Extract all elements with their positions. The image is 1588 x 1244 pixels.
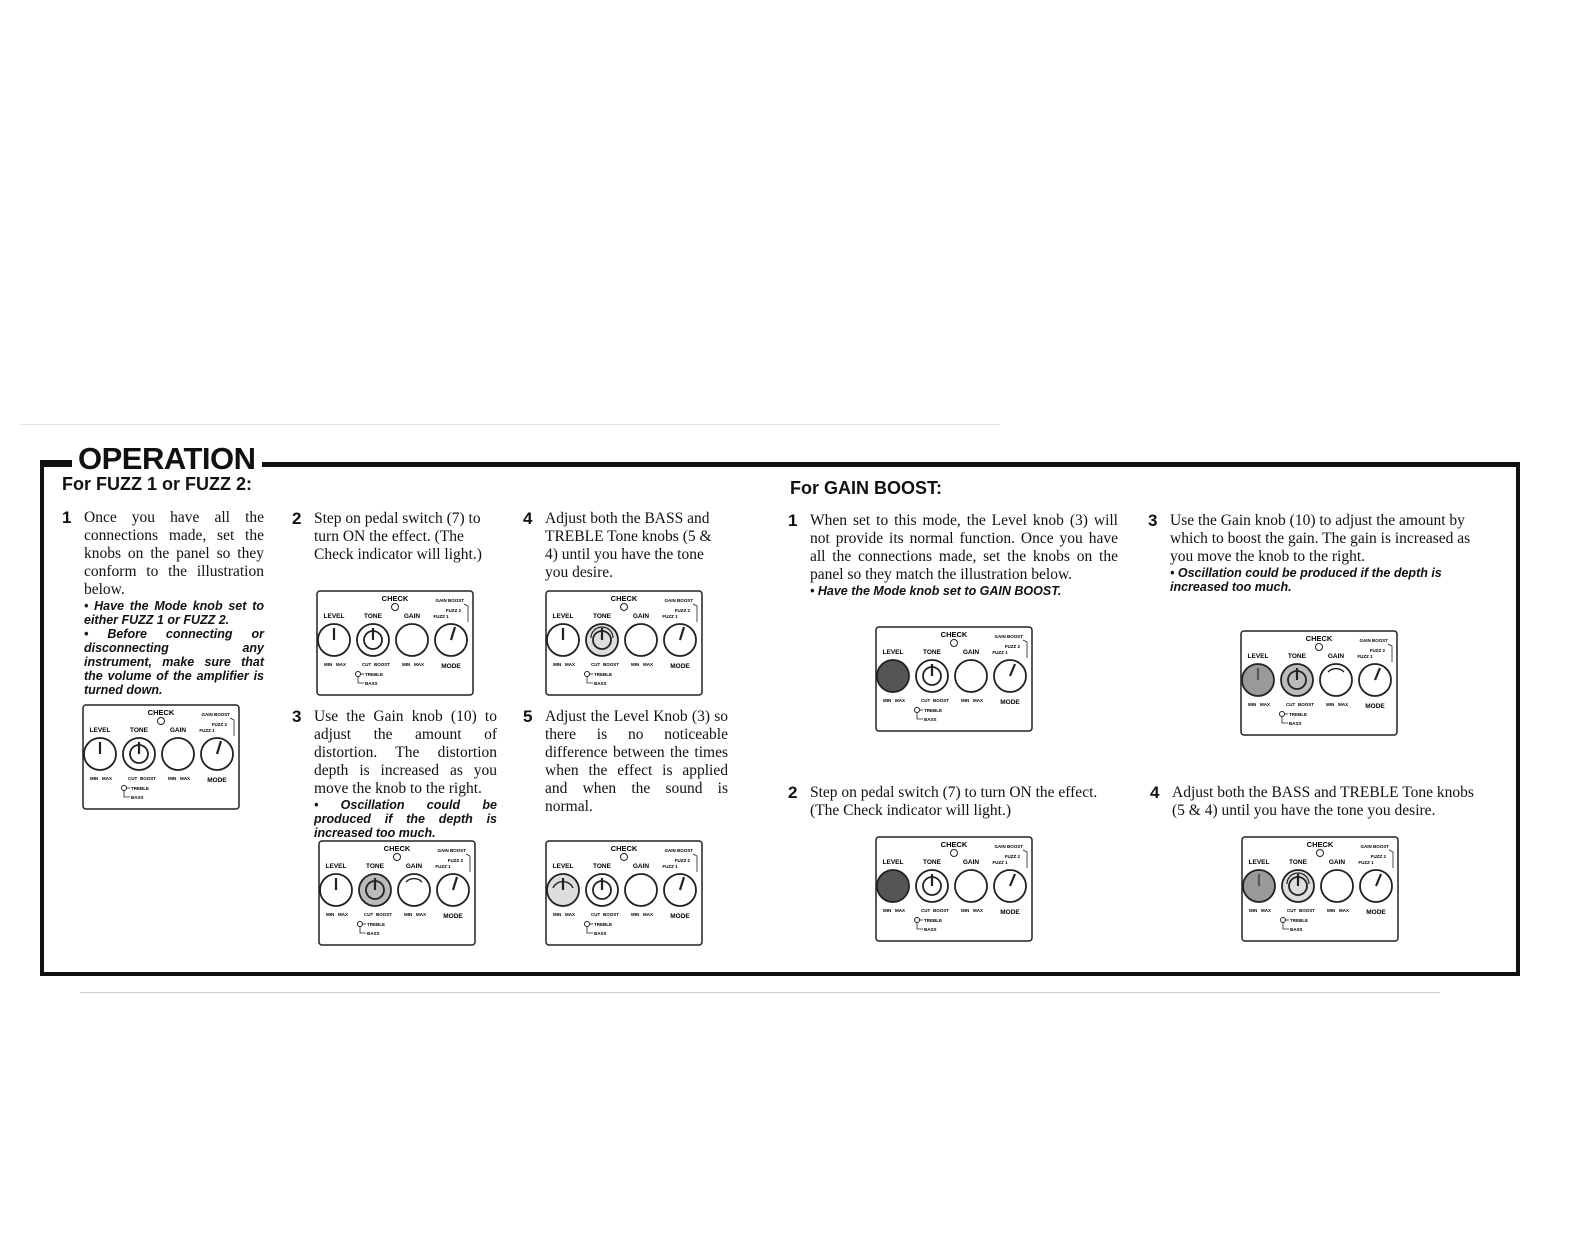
pedal-panel-svg bbox=[82, 704, 240, 810]
treble-label: TREBLE bbox=[367, 922, 385, 927]
tone-boost-label: BOOST bbox=[376, 912, 393, 917]
pedal-panel-svg bbox=[545, 590, 703, 696]
level-label: LEVEL bbox=[882, 859, 904, 866]
tone-select-switch bbox=[356, 672, 361, 677]
fuzz-step-5 bbox=[523, 707, 728, 816]
level-knob bbox=[547, 874, 579, 906]
bass-label: BASS bbox=[924, 927, 937, 932]
level-max-label: MAX bbox=[565, 662, 575, 667]
tone-cut-label: CUT bbox=[1286, 702, 1296, 707]
step-number: 5 bbox=[523, 707, 533, 726]
level-label: LEVEL bbox=[89, 727, 111, 734]
treble-label: TREBLE bbox=[594, 672, 612, 677]
gain-max-label: MAX bbox=[643, 662, 653, 667]
level-min-label: MIN bbox=[90, 776, 99, 781]
check-led bbox=[158, 718, 165, 725]
step-note: • Oscillation could be produced if the depth is increased too much. bbox=[314, 798, 497, 840]
tone-cut-label: CUT bbox=[591, 662, 601, 667]
level-max-label: MAX bbox=[1261, 908, 1271, 913]
tone-select-switch bbox=[122, 786, 127, 791]
gain-min-label: MIN bbox=[168, 776, 177, 781]
tone-cut-label: CUT bbox=[128, 776, 138, 781]
tone-cut-label: CUT bbox=[921, 698, 931, 703]
bass-label: BASS bbox=[924, 717, 937, 722]
gain-label: GAIN bbox=[1327, 653, 1345, 660]
gain-label: GAIN bbox=[632, 863, 650, 870]
panel-gain-2 bbox=[875, 836, 1033, 942]
panel-fuzz-3 bbox=[318, 840, 476, 946]
level-min-label: MIN bbox=[553, 912, 562, 917]
mode-label: MODE bbox=[207, 777, 227, 784]
fuzz1-label: FUZZ 1 bbox=[992, 650, 1008, 655]
panel-fuzz-4 bbox=[545, 590, 703, 696]
check-label: CHECK bbox=[383, 844, 411, 853]
tone-boost-label: BOOST bbox=[603, 912, 620, 917]
gain-label: GAIN bbox=[962, 859, 980, 866]
gain-step-1 bbox=[788, 511, 1118, 598]
treble-label: TREBLE bbox=[924, 708, 942, 713]
fuzz1-label: FUZZ 1 bbox=[433, 614, 449, 619]
tone-label: TONE bbox=[1288, 653, 1306, 660]
panel-gain-1 bbox=[875, 626, 1033, 732]
gain-section-title: For GAIN BOOST: bbox=[790, 478, 942, 498]
level-min-label: MIN bbox=[1249, 908, 1258, 913]
tone-select-switch bbox=[358, 922, 363, 927]
gain-label: GAIN bbox=[962, 649, 980, 656]
level-max-label: MAX bbox=[336, 662, 346, 667]
mode-knob bbox=[994, 870, 1026, 902]
gain-label: GAIN bbox=[403, 613, 421, 620]
tone-select-switch bbox=[1281, 918, 1286, 923]
pedal-panel-svg bbox=[316, 590, 474, 696]
gain-max-label: MAX bbox=[643, 912, 653, 917]
treble-label: TREBLE bbox=[365, 672, 383, 677]
tone-label: TONE bbox=[923, 649, 941, 656]
step-note: • Oscillation could be produced if the depth is increased too much. bbox=[1170, 566, 1442, 594]
level-max-label: MAX bbox=[102, 776, 112, 781]
step-note: • Have the Mode knob set to either FUZZ 1 or FUZZ 2. bbox=[84, 599, 264, 627]
check-led bbox=[621, 604, 628, 611]
level-min-label: MIN bbox=[553, 662, 562, 667]
tone-boost-label: BOOST bbox=[374, 662, 391, 667]
fuzz-step-4 bbox=[523, 509, 728, 582]
gain-knob bbox=[625, 624, 657, 656]
tone-cut-label: CUT bbox=[1287, 908, 1297, 913]
mode-knob bbox=[1359, 664, 1391, 696]
tone-label: TONE bbox=[1289, 859, 1307, 866]
gain-label: GAIN bbox=[169, 727, 187, 734]
pedal-panel-svg bbox=[318, 840, 476, 946]
check-led bbox=[951, 640, 958, 647]
fuzz2-label: FUZZ 2 bbox=[447, 858, 463, 863]
level-max-label: MAX bbox=[1260, 702, 1270, 707]
tone-select-switch bbox=[585, 672, 590, 677]
gain-min-label: MIN bbox=[1326, 702, 1335, 707]
step-number: 2 bbox=[788, 783, 798, 802]
mode-label: MODE bbox=[441, 663, 461, 670]
fuzz2-label: FUZZ 2 bbox=[1370, 854, 1386, 859]
bass-label: BASS bbox=[594, 931, 607, 936]
check-label: CHECK bbox=[1305, 634, 1333, 643]
fuzz2-label: FUZZ 2 bbox=[1369, 648, 1385, 653]
fuzz2-label: FUZZ 2 bbox=[674, 858, 690, 863]
tone-knob bbox=[123, 738, 155, 770]
panel-fuzz-2 bbox=[316, 590, 474, 696]
check-led bbox=[1317, 850, 1324, 857]
fuzz2-label: FUZZ 2 bbox=[1004, 644, 1020, 649]
gain-boost-label: GAIN BOOST bbox=[664, 848, 693, 853]
gain-max-label: MAX bbox=[416, 912, 426, 917]
fuzz-step-2 bbox=[292, 509, 497, 564]
tone-cut-label: CUT bbox=[591, 912, 601, 917]
tone-knob bbox=[916, 660, 948, 692]
bass-label: BASS bbox=[1289, 721, 1302, 726]
tone-label: TONE bbox=[366, 863, 384, 870]
mode-label: MODE bbox=[1000, 909, 1020, 916]
fuzz1-label: FUZZ 1 bbox=[662, 864, 678, 869]
panel-fuzz-5 bbox=[545, 840, 703, 946]
tone-label: TONE bbox=[364, 613, 382, 620]
mode-label: MODE bbox=[670, 913, 690, 920]
fuzz2-label: FUZZ 2 bbox=[674, 608, 690, 613]
bass-label: BASS bbox=[367, 931, 380, 936]
tone-boost-label: BOOST bbox=[140, 776, 157, 781]
fuzz1-label: FUZZ 1 bbox=[435, 864, 451, 869]
level-label: LEVEL bbox=[323, 613, 345, 620]
step-number: 4 bbox=[1150, 783, 1160, 802]
mode-knob bbox=[664, 624, 696, 656]
tone-label: TONE bbox=[923, 859, 941, 866]
level-min-label: MIN bbox=[883, 698, 892, 703]
level-max-label: MAX bbox=[895, 908, 905, 913]
gain-min-label: MIN bbox=[1327, 908, 1336, 913]
step-text: Step on pedal switch (7) to turn ON the effect. (The Check indicator will light.) bbox=[810, 784, 1098, 819]
bass-label: BASS bbox=[365, 681, 378, 686]
mode-knob bbox=[201, 738, 233, 770]
gain-max-label: MAX bbox=[180, 776, 190, 781]
step-text: Adjust the Level Knob (3) so there is no noticeable difference between the times when the effect is applied and when the sound is normal. bbox=[545, 708, 728, 815]
gain-max-label: MAX bbox=[1338, 702, 1348, 707]
gain-boost-label: GAIN BOOST bbox=[664, 598, 693, 603]
pedal-panel-svg bbox=[875, 626, 1033, 732]
fuzz1-label: FUZZ 1 bbox=[1358, 860, 1374, 865]
check-label: CHECK bbox=[147, 708, 175, 717]
treble-label: TREBLE bbox=[131, 786, 149, 791]
tone-knob bbox=[586, 874, 618, 906]
mode-knob bbox=[437, 874, 469, 906]
fuzz1-label: FUZZ 1 bbox=[662, 614, 678, 619]
tone-select-switch bbox=[915, 708, 920, 713]
tone-boost-label: BOOST bbox=[1299, 908, 1316, 913]
gain-max-label: MAX bbox=[1339, 908, 1349, 913]
bass-label: BASS bbox=[594, 681, 607, 686]
mode-label: MODE bbox=[1365, 703, 1385, 710]
level-label: LEVEL bbox=[552, 863, 574, 870]
step-text: Step on pedal switch (7) to turn ON the effect. (The Check indicator will light.) bbox=[314, 510, 482, 563]
treble-label: TREBLE bbox=[1289, 712, 1307, 717]
tone-boost-label: BOOST bbox=[933, 698, 950, 703]
tone-select-switch bbox=[1280, 712, 1285, 717]
check-label: CHECK bbox=[381, 594, 409, 603]
fuzz1-label: FUZZ 1 bbox=[992, 860, 1008, 865]
gain-boost-label: GAIN BOOST bbox=[1360, 844, 1389, 849]
gain-min-label: MIN bbox=[631, 662, 640, 667]
step-number: 3 bbox=[1148, 511, 1158, 530]
gain-step-3 bbox=[1148, 511, 1480, 594]
step-text: When set to this mode, the Level knob (3) will not provide its normal function. Once you have all the connections made, set the knobs on the panel so they match the illustration below. bbox=[810, 512, 1118, 583]
gain-boost-label: GAIN BOOST bbox=[437, 848, 466, 853]
check-led bbox=[392, 604, 399, 611]
mode-knob bbox=[664, 874, 696, 906]
gain-boost-label: GAIN BOOST bbox=[994, 634, 1023, 639]
fuzz-step-1 bbox=[62, 508, 264, 697]
check-label: CHECK bbox=[1306, 840, 1334, 849]
tone-select-switch bbox=[585, 922, 590, 927]
mode-label: MODE bbox=[670, 663, 690, 670]
gain-label: GAIN bbox=[1328, 859, 1346, 866]
check-led bbox=[1316, 644, 1323, 651]
level-knob bbox=[1243, 870, 1275, 902]
check-led bbox=[951, 850, 958, 857]
gain-knob bbox=[955, 660, 987, 692]
tone-label: TONE bbox=[593, 863, 611, 870]
tone-knob bbox=[1282, 870, 1314, 902]
step-number: 4 bbox=[523, 509, 533, 528]
mode-knob bbox=[435, 624, 467, 656]
scan-artifact bbox=[80, 992, 1440, 993]
tone-boost-label: BOOST bbox=[1298, 702, 1315, 707]
step-text: Adjust both the BASS and TREBLE Tone knobs (5 & 4) until you have the tone you desire. bbox=[545, 510, 712, 581]
fuzz2-label: FUZZ 2 bbox=[1004, 854, 1020, 859]
fuzz1-label: FUZZ 1 bbox=[199, 728, 215, 733]
panel-fuzz-1 bbox=[82, 704, 240, 810]
check-led bbox=[621, 854, 628, 861]
level-max-label: MAX bbox=[338, 912, 348, 917]
tone-cut-label: CUT bbox=[921, 908, 931, 913]
gain-min-label: MIN bbox=[402, 662, 411, 667]
panel-gain-4 bbox=[1241, 836, 1399, 942]
fuzz-section-title: For FUZZ 1 or FUZZ 2: bbox=[62, 474, 252, 494]
check-label: CHECK bbox=[940, 840, 968, 849]
level-label: LEVEL bbox=[1248, 859, 1270, 866]
level-label: LEVEL bbox=[882, 649, 904, 656]
level-max-label: MAX bbox=[565, 912, 575, 917]
pedal-panel-svg bbox=[1241, 836, 1399, 942]
gain-boost-label: GAIN BOOST bbox=[435, 598, 464, 603]
bass-label: BASS bbox=[131, 795, 144, 800]
panel-gain-3 bbox=[1240, 630, 1398, 736]
tone-knob bbox=[359, 874, 391, 906]
mode-label: MODE bbox=[1366, 909, 1386, 916]
step-note: • Before connecting or disconnecting any instrument, make sure that the volume of the amplifier is turned down. bbox=[84, 627, 264, 697]
tone-knob bbox=[1281, 664, 1313, 696]
tone-cut-label: CUT bbox=[362, 662, 372, 667]
gain-min-label: MIN bbox=[631, 912, 640, 917]
level-knob bbox=[84, 738, 116, 770]
gain-boost-label: GAIN BOOST bbox=[994, 844, 1023, 849]
level-min-label: MIN bbox=[326, 912, 335, 917]
gain-max-label: MAX bbox=[973, 698, 983, 703]
treble-label: TREBLE bbox=[924, 918, 942, 923]
level-knob bbox=[877, 870, 909, 902]
level-max-label: MAX bbox=[895, 698, 905, 703]
gain-max-label: MAX bbox=[414, 662, 424, 667]
pedal-panel-svg bbox=[1240, 630, 1398, 736]
step-text: Once you have all the connections made, set the knobs on the panel so they conform to the illustration below. bbox=[84, 509, 264, 598]
gain-knob bbox=[955, 870, 987, 902]
gain-knob bbox=[1321, 870, 1353, 902]
gain-step-4 bbox=[1150, 783, 1482, 820]
step-text: Use the Gain knob (10) to adjust the amount by which to boost the gain. The gain is increased as you move the knob to the right. bbox=[1170, 512, 1471, 565]
gain-min-label: MIN bbox=[961, 908, 970, 913]
step-text: Adjust both the BASS and TREBLE Tone knobs (5 & 4) until you have the tone you desire. bbox=[1172, 784, 1474, 819]
mode-knob bbox=[1360, 870, 1392, 902]
tone-knob bbox=[586, 624, 618, 656]
mode-label: MODE bbox=[1000, 699, 1020, 706]
fuzz1-label: FUZZ 1 bbox=[1357, 654, 1373, 659]
gain-label: GAIN bbox=[405, 863, 423, 870]
gain-knob bbox=[162, 738, 194, 770]
fuzz2-label: FUZZ 2 bbox=[211, 722, 227, 727]
level-label: LEVEL bbox=[552, 613, 574, 620]
tone-label: TONE bbox=[130, 727, 148, 734]
tone-label: TONE bbox=[593, 613, 611, 620]
tone-cut-label: CUT bbox=[364, 912, 374, 917]
step-number: 1 bbox=[62, 508, 72, 527]
tone-boost-label: BOOST bbox=[603, 662, 620, 667]
tone-select-switch bbox=[915, 918, 920, 923]
check-label: CHECK bbox=[940, 630, 968, 639]
tone-knob bbox=[916, 870, 948, 902]
gain-boost-label: GAIN BOOST bbox=[201, 712, 230, 717]
fuzz2-label: FUZZ 2 bbox=[445, 608, 461, 613]
treble-label: TREBLE bbox=[594, 922, 612, 927]
check-led bbox=[394, 854, 401, 861]
gain-label: GAIN bbox=[632, 613, 650, 620]
gain-boost-label: GAIN BOOST bbox=[1359, 638, 1388, 643]
check-label: CHECK bbox=[610, 844, 638, 853]
treble-label: TREBLE bbox=[1290, 918, 1308, 923]
gain-knob bbox=[625, 874, 657, 906]
step-number: 2 bbox=[292, 509, 302, 528]
pedal-panel-svg bbox=[545, 840, 703, 946]
step-number: 3 bbox=[292, 707, 302, 726]
level-knob bbox=[877, 660, 909, 692]
mode-label: MODE bbox=[443, 913, 463, 920]
gain-min-label: MIN bbox=[404, 912, 413, 917]
step-number: 1 bbox=[788, 511, 798, 530]
gain-min-label: MIN bbox=[961, 698, 970, 703]
fuzz-step-3 bbox=[292, 707, 497, 840]
pedal-panel-svg bbox=[875, 836, 1033, 942]
scan-artifact bbox=[20, 424, 1000, 425]
level-min-label: MIN bbox=[1248, 702, 1257, 707]
level-knob bbox=[318, 624, 350, 656]
level-knob bbox=[320, 874, 352, 906]
level-label: LEVEL bbox=[1247, 653, 1269, 660]
page-title: OPERATION bbox=[72, 441, 262, 477]
step-text: Use the Gain knob (10) to adjust the amount of distortion. The distortion depth is increased as you move the knob to the right. bbox=[314, 708, 497, 797]
gain-max-label: MAX bbox=[973, 908, 983, 913]
check-label: CHECK bbox=[610, 594, 638, 603]
gain-step-2 bbox=[788, 783, 1120, 820]
level-knob bbox=[1242, 664, 1274, 696]
level-min-label: MIN bbox=[883, 908, 892, 913]
level-label: LEVEL bbox=[325, 863, 347, 870]
gain-knob bbox=[396, 624, 428, 656]
tone-boost-label: BOOST bbox=[933, 908, 950, 913]
level-knob bbox=[547, 624, 579, 656]
tone-knob bbox=[357, 624, 389, 656]
bass-label: BASS bbox=[1290, 927, 1303, 932]
mode-knob bbox=[994, 660, 1026, 692]
step-note: • Have the Mode knob set to GAIN BOOST. bbox=[810, 584, 1062, 598]
level-min-label: MIN bbox=[324, 662, 333, 667]
